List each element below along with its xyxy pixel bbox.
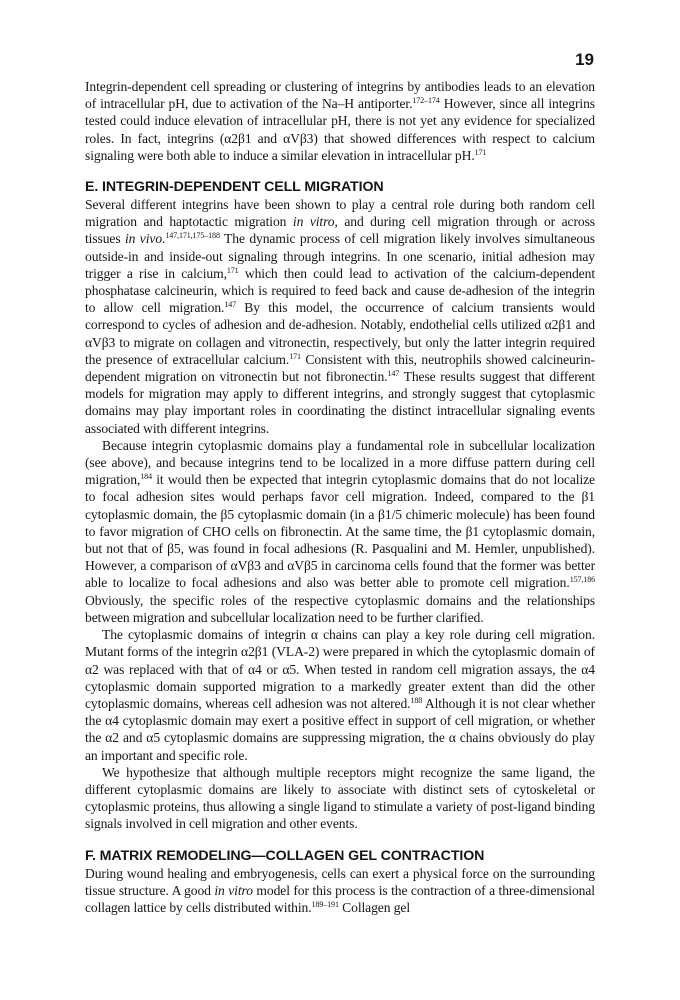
text-run: Obviously, the specific roles of the respective cytoplasmic domains and the relationships between migration and subcellular localization need to be further clarified.: [85, 592, 595, 625]
text-run: Integrin-dependent cell spreading or clustering of integrins by antibodies leads to an elevation of intracellular pH, due to activation of the Na–H antiporter.: [85, 79, 595, 112]
body-paragraph: [85, 196, 595, 437]
citation-superscript: 157,186: [569, 575, 595, 585]
citation-superscript: 147: [387, 369, 400, 379]
italic-text: in vitro: [214, 882, 253, 898]
text-run: Because integrin cytoplasmic domains play a fundamental role in subcellular localization (see above), and because integrins tend to be localized in a more diffuse pattern during cell migration,: [85, 437, 595, 488]
body-paragraph: [85, 764, 595, 833]
citation-superscript: 147: [224, 300, 237, 310]
text-run: Collagen gel: [338, 899, 411, 915]
text-run: However, since all integrins tested could induce elevation of intracellular pH, there is not yet any evidence for specialized roles. In fact, integrins (α2β1 and αVβ3) that showed differences with respect to calcium signaling were both able to induce a similar elevation in intracellular pH.: [85, 96, 595, 163]
page-body: [85, 78, 595, 916]
text-run: By this model, the occurrence of calcium transients would correspond to cycles of adhesion and de-adhesion. Notably, endothelial cells utilized α2β1 and αVβ3 to migrate on collagen and vitronectin, respectively, but only the latter integrin required the presence of extracellular calcium.: [85, 300, 595, 367]
text-run: We hypothesize that although multiple receptors might recognize the same ligand, the different cytoplasmic domains are likely to associate with distinct sets of cytoskeletal or cytoplasmic proteins, thus allowing a single ligand to stimulate a variety of post-ligand binding signals involved in cell migration and other events.: [85, 764, 595, 832]
text-run: .: [162, 231, 166, 247]
text-run: which then could lead to activation of the calcium-dependent phosphatase calcineurin, which is required to feed back and cause de-adhesion of the integrin to allow cell migration.: [85, 265, 595, 316]
citation-superscript: 188: [410, 695, 423, 705]
body-paragraph: [85, 437, 595, 626]
body-paragraph: [85, 626, 595, 764]
text-run: , and during cell migration through or across tissues: [85, 214, 595, 247]
text-run: Although it is not clear whether the α4 cytoplasmic domain may exert a positive effect in support of cell migration, or whether the α2 and α5 cytoplasmic domains are suppressing migration, the α chains obviously do play an important and specific role.: [85, 695, 596, 763]
citation-superscript: 189–191: [311, 899, 339, 909]
italic-text: in vivo: [125, 231, 163, 247]
text-run: The dynamic process of cell migration likely involves simultaneous outside-in and inside-out signaling through integrins. In one scenario, initial adhesion may trigger a rise in calcium,: [85, 231, 595, 281]
text-run: These results suggest that different models for migration may apply to different integrins, and strongly suggest that cytoplasmic domains may play important roles in coordinating the distinct intracellular signaling events associated with different integrins.: [85, 369, 595, 436]
text-run: Consistent with this, neutrophils showed calcineurin-dependent migration on vitronectin but not fibronectin.: [85, 351, 595, 385]
citation-superscript: 171: [226, 265, 239, 275]
italic-text: in vitro: [292, 214, 335, 230]
citation-superscript: 172–174: [412, 96, 440, 106]
text-run: Several different integrins have been shown to play a central role during both random cell migration and haptotactic migration: [85, 197, 595, 230]
section-heading: E. INTEGRIN-DEPENDENT CELL MIGRATION: [85, 179, 384, 196]
citation-superscript: 147,171,175–188: [165, 231, 220, 241]
text-run: During wound healing and embryogenesis, cells can exert a physical force on the surrounding tissue structure. A good: [85, 865, 595, 898]
page-number: 19: [575, 50, 594, 69]
citation-superscript: 184: [140, 472, 152, 482]
citation-superscript: 171: [289, 351, 301, 361]
text-run: it would then be expected that integrin cytoplasmic domains that do not localize to focal adhesion sites would perhaps favor cell migration. Indeed, compared to the β1 cytoplasmic domain, the β5 cytoplasmic domain (in a β1/5 chimeric molecule) has been found to favor migration of CHO cells on fibronectin. At the same time, the β1 cytoplasmic domain, but not that of β5, was found in focal adhesions (R. Pasqualini and M. Hemler, unpublished). However, a comparison of αVβ3 and αVβ5 in carcinoma cells found that the former was better able to localize to focal adhesions and also was better able to promote cell migration.: [85, 472, 595, 591]
citation-superscript: 171: [474, 147, 487, 157]
text-run: The cytoplasmic domains of integrin α chains can play a key role during cell migration. Mutant forms of the integrin α2β1 (VLA-2) were prepared in which the cytoplasmic domain of α2 was replaced with that of α4 or α5. When tested in random cell migration assays, the α4 cytoplasmic domain supported migration to a markedly greater extent than did the other cytoplasmic domains, whereas cell adhesion was not altered.: [85, 627, 595, 711]
body-paragraph: [85, 865, 595, 917]
body-paragraph: [85, 78, 595, 164]
text-run: model for this process is the contraction of a three-dimensional collagen lattice by cells distributed within.: [85, 882, 595, 915]
section-heading: F. MATRIX REMODELING—COLLAGEN GEL CONTRACTION: [85, 847, 485, 864]
